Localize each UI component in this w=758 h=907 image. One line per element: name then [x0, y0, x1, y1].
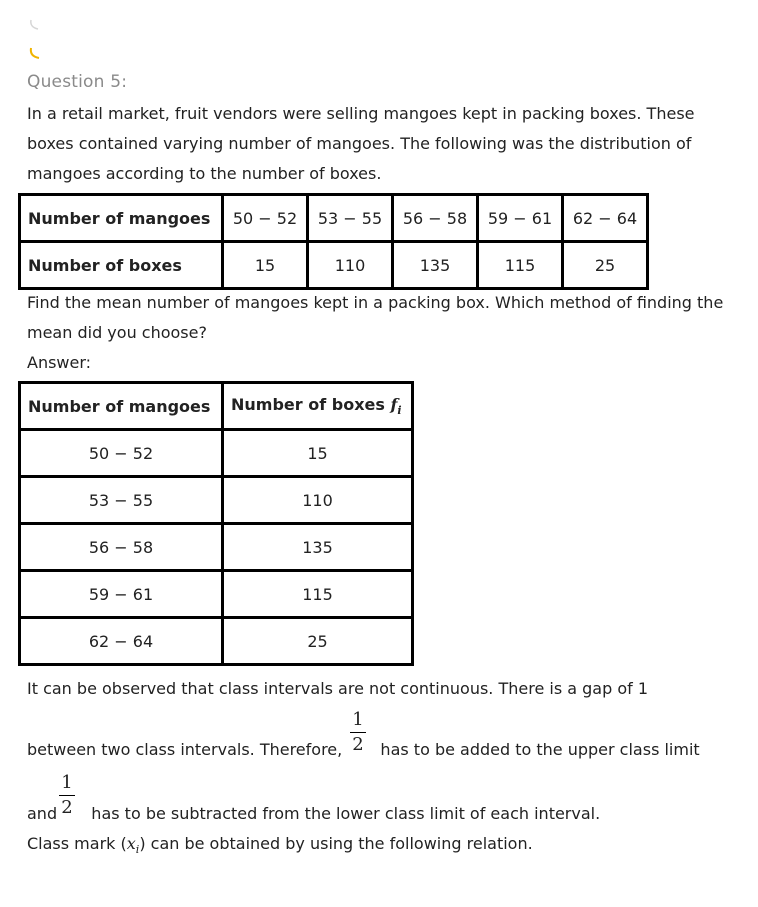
fraction-half-2 — [59, 773, 75, 818]
distribution-table — [18, 193, 649, 290]
table-cell: 50 − 52 — [20, 430, 223, 477]
fraction-numerator: 1 — [61, 772, 73, 793]
fi-symbol: f — [390, 394, 398, 414]
table-cell: 110 — [223, 477, 413, 524]
and-text-b: has to be subtracted from the lower class limit of each interval. — [91, 804, 601, 823]
between-text-a: between two class intervals. Therefore, — [27, 740, 343, 759]
answer-table — [18, 381, 414, 666]
table-row — [20, 618, 413, 665]
table-cell: 115 — [223, 571, 413, 618]
answer-label: Answer: — [27, 353, 92, 372]
table-header-row — [20, 383, 413, 430]
fi-subscript: i — [397, 404, 402, 418]
table-cell: 15 — [223, 430, 413, 477]
fraction-numerator: 1 — [352, 709, 364, 730]
table-row — [20, 477, 413, 524]
faint-brush-mark-icon — [28, 18, 42, 32]
table-cell: 15 — [223, 242, 308, 289]
xi-symbol: x — [126, 834, 136, 853]
table-cell: 110 — [308, 242, 393, 289]
find-mean-paragraph: Find the mean number of mangoes kept in a packing box. Which method of finding the mean did you choose? — [27, 293, 724, 342]
table-cell: 62 − 64 — [563, 195, 648, 242]
intro-paragraph: In a retail market, fruit vendors were selling mangoes kept in packing boxes. These boxes contained varying number of mangoes. The following was the distribution of mangoes according to the number of boxes. — [27, 104, 695, 183]
table-row — [20, 524, 413, 571]
column-header-boxes-label: Number of boxes — [231, 394, 385, 414]
row-header-mangoes: Number of mangoes — [20, 195, 223, 242]
and-line — [27, 804, 600, 823]
table-row — [20, 430, 413, 477]
class-mark-text-b: ) can be obtained by using the following relation. — [139, 834, 533, 853]
class-mark-line — [27, 834, 533, 856]
table-cell: 59 − 61 — [20, 571, 223, 618]
table-cell: 62 − 64 — [20, 618, 223, 665]
fraction-denominator: 2 — [61, 797, 73, 818]
between-text-b: has to be added to the upper class limit — [380, 740, 700, 759]
orange-brush-mark-icon — [28, 46, 42, 60]
table-cell: 25 — [223, 618, 413, 665]
table-cell: 53 − 55 — [20, 477, 223, 524]
table-row — [20, 242, 648, 289]
row-header-boxes: Number of boxes — [20, 242, 223, 289]
fraction-denominator: 2 — [352, 734, 364, 755]
table-cell: 135 — [393, 242, 478, 289]
xi-subscript: i — [135, 843, 140, 857]
table-cell: 53 − 55 — [308, 195, 393, 242]
table-cell: 56 − 58 — [393, 195, 478, 242]
question-title: Question 5: — [27, 72, 128, 92]
column-header-mangoes: Number of mangoes — [20, 383, 223, 430]
table-cell: 59 − 61 — [478, 195, 563, 242]
table-cell: 50 − 52 — [223, 195, 308, 242]
table-cell: 56 − 58 — [20, 524, 223, 571]
fraction-half-1 — [350, 710, 366, 755]
table-cell: 135 — [223, 524, 413, 571]
table-row — [20, 195, 648, 242]
column-header-boxes — [223, 383, 413, 430]
class-mark-text-a: Class mark ( — [27, 834, 127, 853]
observation-paragraph: It can be observed that class intervals are not continuous. There is a gap of 1 — [27, 679, 649, 698]
table-cell: 115 — [478, 242, 563, 289]
and-text-a: and — [27, 804, 58, 823]
table-row — [20, 571, 413, 618]
table-cell: 25 — [563, 242, 648, 289]
